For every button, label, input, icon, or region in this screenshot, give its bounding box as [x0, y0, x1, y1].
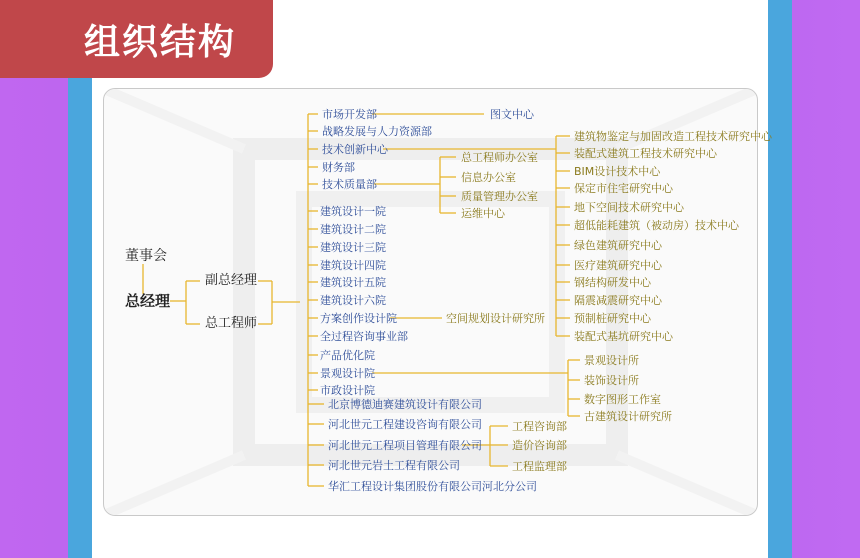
dept-node: 财务部 — [322, 161, 355, 174]
page-title: 组织结构 — [84, 22, 237, 63]
office-node: 质量管理办公室 — [461, 190, 538, 203]
general-manager-node: 总经理 — [125, 292, 171, 310]
dept-node: 市场开发部 — [322, 108, 377, 121]
company-node: 河北世元岩土工程有限公司 — [328, 459, 460, 472]
institute-node: 市政设计院 — [320, 384, 375, 397]
institute-node: 建筑设计五院 — [320, 276, 386, 289]
dept-node: 战略发展与人力资源部 — [322, 125, 432, 138]
research-center-node: 装配式建筑工程技术研究中心 — [574, 147, 717, 160]
company-node: 河北世元工程建设咨询有限公司 — [328, 418, 482, 431]
research-center-node: 隔震减震研究中心 — [574, 294, 662, 307]
board-node: 董事会 — [125, 248, 167, 264]
research-center-node: 装配式基坑研究中心 — [574, 330, 673, 343]
research-center-node: 医疗建筑研究中心 — [574, 259, 662, 272]
institute-node: 景观设计院 — [320, 367, 375, 380]
research-center-node: 地下空间技术研究中心 — [574, 201, 684, 214]
company-node: 河北世元工程项目管理有限公司 — [328, 439, 482, 452]
dept-node: 技术创新中心 — [322, 143, 388, 156]
institute-node: 方案创作设计院 — [320, 312, 397, 325]
landscape-sub-node: 景观设计所 — [584, 354, 639, 367]
office-node: 总工程师办公室 — [461, 151, 538, 164]
dept-node: 技术质量部 — [322, 178, 377, 191]
institute-node: 建筑设计六院 — [320, 294, 386, 307]
research-center-node: 建筑物鉴定与加固改造工程技术研究中心 — [574, 130, 772, 143]
company-node: 北京博德迪赛建筑设计有限公司 — [328, 398, 482, 411]
landscape-sub-node: 数字图形工作室 — [584, 393, 661, 406]
institute-node: 全过程咨询事业部 — [320, 330, 408, 343]
pic-center-node: 图文中心 — [490, 108, 534, 121]
chief-engineer-node: 总工程师 — [205, 316, 258, 331]
institute-node: 建筑设计一院 — [320, 205, 386, 218]
office-node: 运维中心 — [461, 207, 505, 220]
research-center-node: 钢结构研发中心 — [574, 276, 651, 289]
title-tab — [0, 0, 273, 78]
research-center-node: 预制桩研究中心 — [574, 312, 651, 325]
landscape-sub-node: 装饰设计所 — [584, 374, 639, 387]
research-center-node: 保定市住宅研究中心 — [574, 182, 673, 195]
pm-sub-node: 造价咨询部 — [512, 439, 567, 452]
research-center-node: 超低能耗建筑（被动房）技术中心 — [574, 219, 739, 232]
pm-sub-node: 工程监理部 — [512, 460, 567, 473]
office-node: 信息办公室 — [461, 171, 516, 184]
research-center-node: BIM设计技术中心 — [574, 165, 661, 178]
institute-node: 建筑设计三院 — [320, 241, 386, 254]
research-center-node: 绿色建筑研究中心 — [574, 239, 662, 252]
space-planning-node: 空间规划设计研究所 — [446, 312, 545, 325]
landscape-sub-node: 古建筑设计研究所 — [584, 410, 672, 423]
institute-node: 建筑设计四院 — [320, 259, 386, 272]
deputy-gm-node: 副总经理 — [205, 273, 258, 288]
pm-sub-node: 工程咨询部 — [512, 420, 567, 433]
company-node: 华汇工程设计集团股份有限公司河北分公司 — [328, 480, 537, 493]
institute-node: 产品优化院 — [320, 349, 375, 362]
institute-node: 建筑设计二院 — [320, 223, 386, 236]
